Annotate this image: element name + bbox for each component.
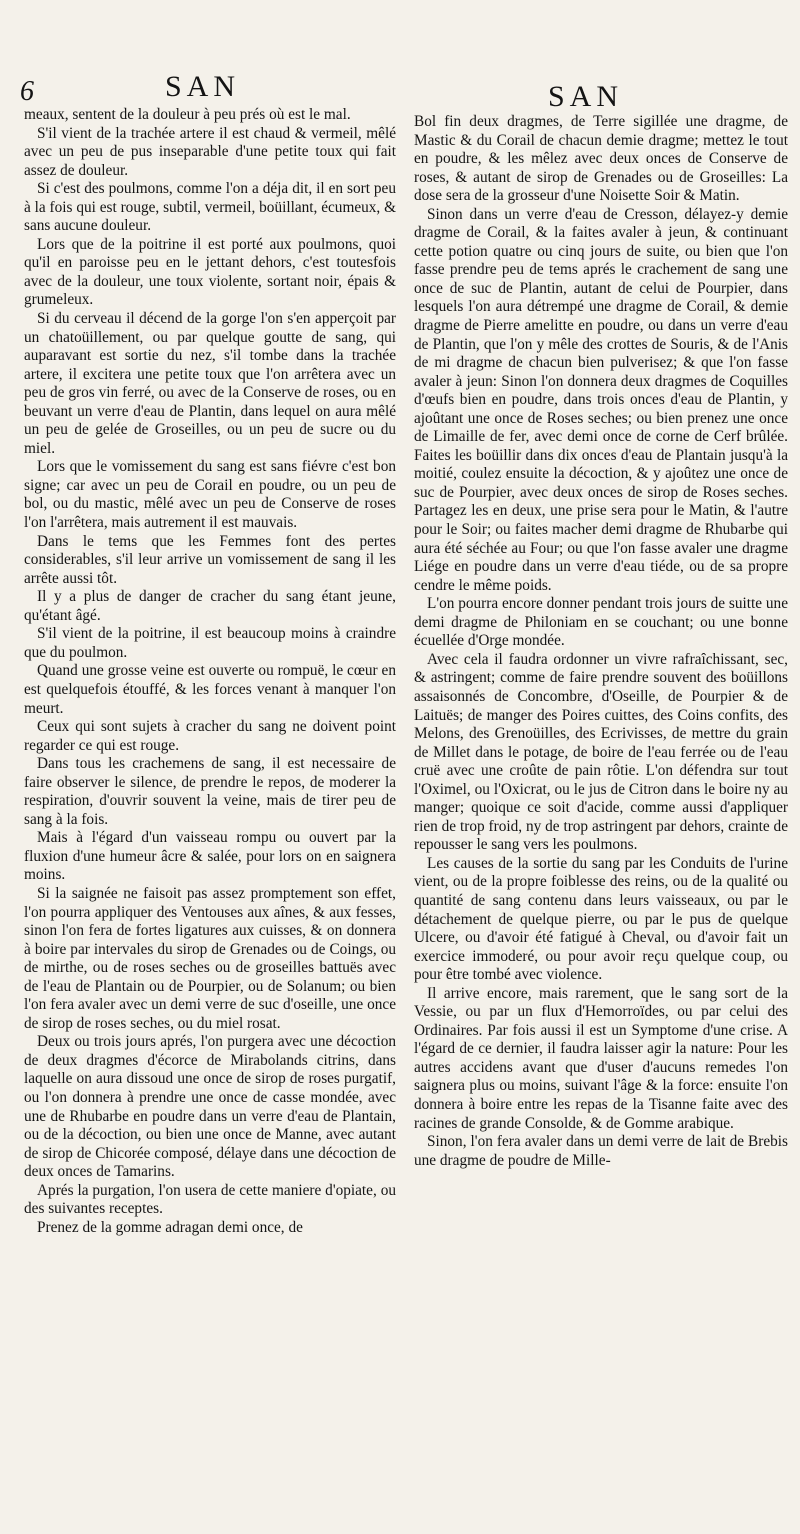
paragraph: Si du cerveau il décend de la gorge l'on s'en apperçoit par un chatoüillement, ou par quelque goutte de sang, qui auparavant est sortie du nez, s'il tombe dans la trachée artere, il excitera une petite toux que l'on arrêtera avec un peu de gros vin ferré, ou avec de la Conserve de roses, ou en beuvant un verre d'eau de Plantin, dans lequel on aura mêlé un peu de gelée de Groseilles, ou un peu de sucre ou du miel. — [24, 310, 396, 457]
paragraph: meaux, sentent de la douleur à peu prés où est le mal. — [24, 106, 351, 123]
paragraph: Ceux qui sont sujets à cracher du sang ne doivent point regarder ce qui est rouge. — [24, 718, 396, 754]
paragraph: Dans le tems que les Femmes font des pertes considerables, s'il leur arrive un vomissement de sang il les arrête aussi tôt. — [24, 532, 396, 587]
paragraph: Sinon, l'on fera avaler dans un demi verre de lait de Brebis une dragme de poudre de Mille- — [414, 1133, 788, 1169]
paragraph: Lors que de la poitrine il est porté aux poulmons, quoi qu'il en paroisse peu en le jettant dehors, c'est toutesfois avec de la douleur, une toux violente, sortant noir, épais & grumeleux. — [24, 235, 396, 309]
left-column — [24, 106, 396, 1237]
paragraph: Quand une grosse veine est ouverte ou rompuë, le cœur en est quelquefois étouffé, & les forces venant à manquer l'on meurt. — [24, 662, 396, 717]
paragraph: S'il vient de la poitrine, il est beaucoup moins à craindre que du poulmon. — [24, 625, 396, 661]
paragraph: Il y a plus de danger de cracher du sang étant jeune, qu'étant âgé. — [24, 588, 396, 624]
paragraph: Si c'est des poulmons, comme l'on a déja dit, il en sort peu à la fois qui est rouge, subtil, vermeil, boüillant, écumeux, & sans aucune douleur. — [24, 180, 396, 235]
running-head-left: SAN — [165, 70, 241, 103]
page-number: 6 — [20, 76, 34, 107]
paragraph: Bol fin deux dragmes, de Terre sigillée une dragme, de Mastic & du Corail de chacun demie dragme; mettez le tout en poudre, & les mêlez avec deux onces de Conserve de roses, & autant de sirop de Grenades ou de Groseilles: La dose sera de la grosseur d'une Noisette Soir & Matin. — [414, 113, 788, 205]
paragraph: Il arrive encore, mais rarement, que le sang sort de la Vessie, ou par un flux d'Hemorroïdes, ou par celui des Ordinaires. Par fois aussi il est un Symptome d'une crise. A l'égard de ce dernier, il faudra laisser agir la nature: Pour les autres accidens avant que d'user d'aucuns remedes l'on saignera plus ou moins, suivant l'âge & la force: ensuite l'on donnera à boire entre les repas de la Tisanne faite avec des racines de grande Consolde, & de Gomme arabique. — [414, 984, 788, 1132]
right-column — [414, 113, 788, 1170]
paragraph: Sinon dans un verre d'eau de Cresson, délayez-y demie dragme de Corail, & la faites avaler à jeun, & continuant cette potion quatre ou cinq jours de suite, ou bien que l'on fasse prendre peu de tems aprés le crachement de sang une once de suc de Plantin, autant de celui de Pourpier, dans lesquels l'on aura détrempé une dragme de Corail, & demie dragme de Pierre amelitte en poudre, ou dans un verre d'eau de Plantin, que l'on y mêle des crottes de Souris, & de l'Anis de mi dragme de chacun bien pulverisez; & que l'on fasse avaler à jeun: Sinon l'on donnera deux dragmes de Coquilles d'œufs bien en poudre, dans trois onces d'eau de Plantin, y ajoûtant une once de Roses seches; ou bien prenez une once de Limaille de fer, avec demi once de corne de Cerf brûlée. Faites les boüillir dans dix onces d'eau de Plantain jusqu'à la moitié, coulez ensuite la décoction, & y ajoûtez une once de suc de Pourpier, avec deux onces de sirop de Roses seches. Partagez les en deux, une prise sera pour le Matin, & l'autre pour le Soir; ou faites macher demi dragme de Rhubarbe qui aura été séchée au Four; ou que l'on fasse avaler une dragme Liége en poudre dans un verre d'eau tiéde, ou de sa propre cendre le même poids. — [414, 205, 788, 594]
paragraph: Mais à l'égard d'un vaisseau rompu ou ouvert par la fluxion d'une humeur âcre & salée, pour lors on en saignera moins. — [24, 829, 396, 884]
paragraph: Dans tous les crachemens de sang, il est necessaire de faire observer le silence, de prendre le repos, de moderer la respiration, d'ouvrir souvent la veine, mais de tirer peu de sang à la fois. — [24, 755, 396, 828]
paragraph: Les causes de la sortie du sang par les Conduits de l'urine vient, ou de la propre foiblesse des reins, ou de la qualité ou quantité de sang contenu dans leurs vaisseaux, ou par le détachement de quelque pierre, ou par le pus de quelque Ulcere, ou d'avoir été fatigué à Cheval, ou d'avoir fait un exercice immoderé, ou pour avoir reçu quelque coup, ou pour être tombé avec violence. — [414, 854, 788, 984]
paragraph: Prenez de la gomme adragan demi once, de — [37, 1218, 303, 1236]
running-head-right: SAN — [548, 80, 624, 113]
paragraph: Lors que le vomissement du sang est sans fiévre c'est bon signe; car avec un peu de Corail en poudre, ou un peu de bol, ou du mastic, mêlé avec un peu de Conserve de roses l'on l'arrêtera, mais autrement il est mauvais. — [24, 458, 396, 532]
paragraph: Si la saignée ne faisoit pas assez promptement son effet, l'on pourra appliquer des Ventouses aux aînes, & aux fesses, sinon l'on fera de fortes ligatures aux cuisses, & on donnera à boire par intervales du sirop de Grenades ou de Coings, ou de mirthe, ou de roses seches ou de groseilles battuës avec de l'eau de Plantain ou de Pourpier, ou de Solanum; ou bien l'on fera avaler avec un demi verre de suc d'oseille, une once de sirop de roses seches, ou du miel rosat. — [24, 884, 396, 1032]
paragraph: S'il vient de la trachée artere il est chaud & vermeil, mêlé avec un peu de pus inseparable d'une petite toux qui fait assez de douleur. — [24, 124, 396, 179]
paragraph: Avec cela il faudra ordonner un vivre rafraîchissant, sec, & astringent; comme de faire prendre souvent des boüillons assaisonnés de Concombre, d'Oseille, de Pourpier & de Laituës; de manger des Poires cuittes, des Coins confits, des Melons, des Grenoüilles, des Ecrivisses, de mettre du grain de Millet dans le potage, de boire de l'eau ferrée ou de l'eau cruë avec une croûte de pain rôtie. L'on défendra sur tout l'Oximel, ou l'Oxicrat, ou le jus de Citron dans le boire ny au manger; quoique ce soit d'acide, comme aussi d'appliquer rien de trop froid, ny de trop astringent par dehors, crainte de repousser le sang vers les poulmons. — [414, 650, 788, 854]
paragraph: Deux ou trois jours aprés, l'on purgera avec une décoction de deux dragmes d'écorce de Mirabolands citrins, dans laquelle on aura dissoud une once de sirop de roses purgatif, ou l'on donnera à prendre une once de casse mondée, avec une de Rhubarbe en poudre dans un verre d'eau de Plantain, ou de la décoction, ou bien une once de Manne, avec autant de sirop de Chicorée composé, délaye dans une décoction de deux onces de Tamarins. — [24, 1033, 396, 1181]
paragraph: Aprés la purgation, l'on usera de cette maniere d'opiate, ou des suivantes receptes. — [24, 1181, 396, 1218]
paragraph: L'on pourra encore donner pendant trois jours de suitte une demi dragme de Philoniam en se couchant; ou une bonne écuellée d'Orge mondée. — [414, 595, 788, 650]
